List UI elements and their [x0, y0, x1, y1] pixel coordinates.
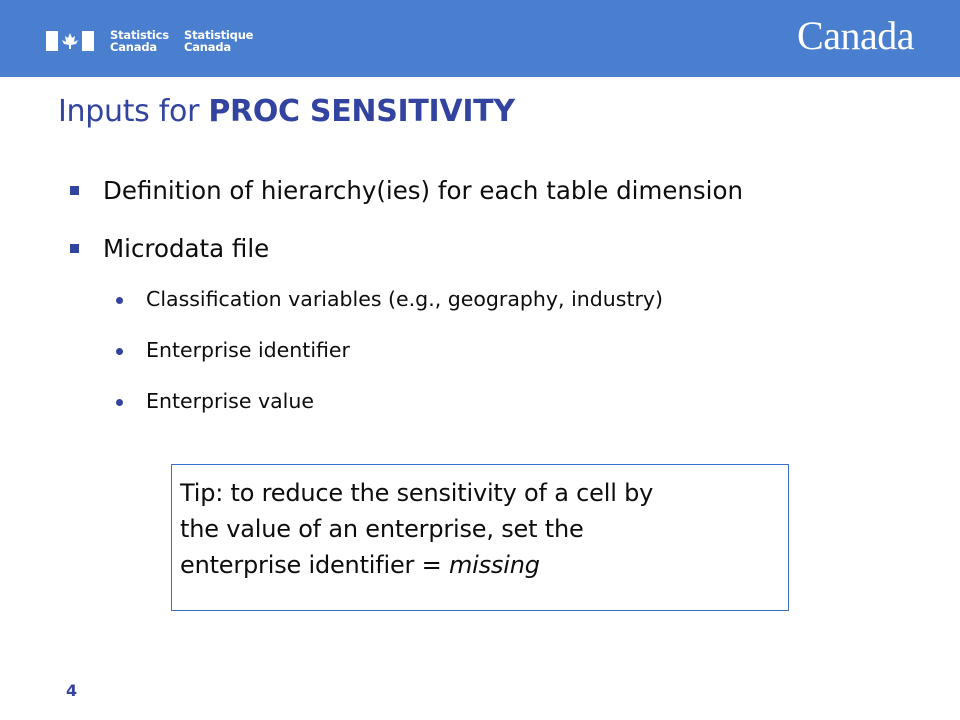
round-bullet-icon: [116, 399, 123, 406]
header-bar: [0, 0, 960, 77]
square-bullet-icon: [70, 244, 79, 253]
bullet-text: Definition of hierarchy(ies) for each table dimension: [103, 176, 744, 205]
square-bullet-icon: [70, 186, 79, 195]
round-bullet-icon: [116, 297, 123, 304]
wordmark-fr-line1: Statistique: [184, 28, 254, 42]
wordmark-fr-line2: Canada: [184, 40, 231, 54]
bullet-text: Microdata file: [103, 234, 270, 263]
round-bullet-icon: [116, 348, 123, 355]
wordmark-en-line2: Canada: [110, 40, 157, 54]
tip-line-1: Tip: to reduce the sensitivity of a cell by: [180, 479, 654, 507]
sub-bullet-text: Enterprise identifier: [146, 338, 350, 362]
tip-line-2: the value of an enterprise, set the: [180, 515, 584, 543]
page-number: 4: [66, 681, 78, 700]
tip-line-3-prefix: enterprise identifier =: [180, 551, 449, 579]
canada-wordmark: Canada: [797, 13, 914, 58]
tip-box: [171, 464, 789, 611]
canada-flag-icon: [46, 31, 94, 51]
title-prefix: Inputs for: [58, 94, 209, 129]
wordmark-en-line1: Statistics: [110, 28, 169, 42]
wordmark-english: [110, 29, 169, 53]
title-bold: PROC SENSITIVITY: [208, 94, 515, 129]
tip-line-3: [180, 547, 780, 583]
wordmark-french: [184, 29, 253, 53]
sub-bullet-text: Enterprise value: [146, 389, 314, 413]
sub-bullet-text: Classification variables (e.g., geography, industry): [146, 287, 664, 311]
tip-line-3-italic: missing: [448, 551, 540, 579]
slide-title: [58, 90, 515, 134]
